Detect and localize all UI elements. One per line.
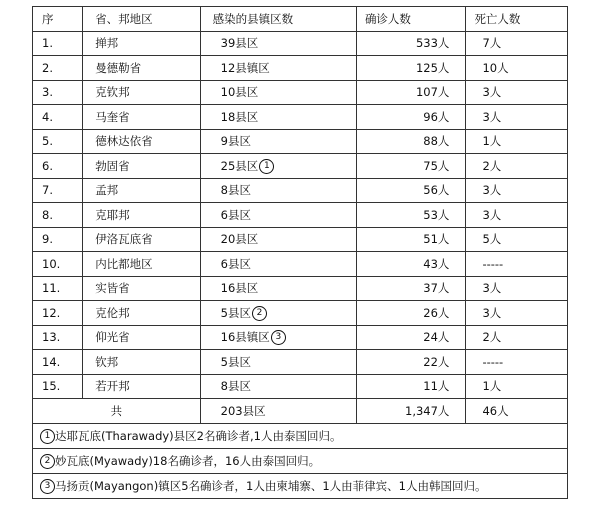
death-count: 2人 <box>482 158 502 173</box>
region-name: 德林达依省 <box>95 134 153 149</box>
footnote-row <box>33 473 568 498</box>
confirmed-count: 24人 <box>423 330 450 345</box>
row-number: 3. <box>42 85 53 100</box>
table-row <box>33 374 568 399</box>
death-count: ----- <box>482 256 504 271</box>
district-count: 18县区 <box>220 109 259 124</box>
district-count: 10县区 <box>220 85 259 100</box>
row-number: 6. <box>42 158 53 173</box>
district-count: 9县区 <box>220 134 251 149</box>
death-count: ----- <box>482 354 504 369</box>
footnote-marker: 2 <box>40 454 55 469</box>
row-number: 1. <box>42 36 53 51</box>
row-number: 5. <box>42 134 53 149</box>
death-count: 3人 <box>482 281 502 296</box>
header-deaths: 死亡人数 <box>466 7 568 32</box>
region-name: 仰光省 <box>95 330 130 345</box>
death-count: 3人 <box>482 207 502 222</box>
row-number: 15. <box>42 379 61 394</box>
table-row <box>33 129 568 154</box>
district-count: 5县区 <box>220 305 251 320</box>
region-name: 勃固省 <box>95 158 130 173</box>
table-row <box>33 178 568 203</box>
confirmed-count: 75人 <box>423 158 450 173</box>
district-count: 16县镇区 <box>220 330 270 345</box>
confirmed-count: 43人 <box>423 256 450 271</box>
region-name: 克伦邦 <box>95 305 130 320</box>
header-region: 省、邦地区 <box>83 7 200 32</box>
table-row <box>33 203 568 228</box>
confirmed-count: 88人 <box>423 134 450 149</box>
district-count: 6县区 <box>220 207 251 222</box>
footnote-text: 妙瓦底(Myawady)18名确诊者，16人由泰国回归。 <box>55 453 321 468</box>
region-name: 掸邦 <box>95 36 119 51</box>
region-name: 实皆省 <box>95 281 130 296</box>
footnote-marker: 3 <box>271 330 286 345</box>
confirmed-count: 107人 <box>415 85 450 100</box>
death-count: 10人 <box>482 60 509 75</box>
district-count: 8县区 <box>220 183 251 198</box>
region-name: 曼德勒省 <box>95 60 142 75</box>
confirmed-count: 11人 <box>423 379 450 394</box>
death-count: 3人 <box>482 109 502 124</box>
region-name: 内比都地区 <box>95 256 153 271</box>
table-row <box>33 31 568 56</box>
death-count: 1人 <box>482 379 502 394</box>
row-number: 13. <box>42 330 61 345</box>
confirmed-count: 26人 <box>423 305 450 320</box>
total-label: 共 <box>33 399 201 424</box>
region-name: 克钦邦 <box>95 85 130 100</box>
header-number: 序 <box>33 7 83 32</box>
death-count: 2人 <box>482 330 502 345</box>
district-count: 12县镇区 <box>220 60 270 75</box>
district-count: 6县区 <box>220 256 251 271</box>
table-row <box>33 105 568 130</box>
footnote-row <box>33 423 568 448</box>
row-number: 7. <box>42 183 53 198</box>
row-number: 10. <box>42 256 61 271</box>
footnote-text: 达耶瓦底(Tharawady)县区2名确诊者,1人由泰国回归。 <box>55 428 342 443</box>
table-row <box>33 252 568 277</box>
table-body <box>33 31 568 399</box>
row-number: 2. <box>42 60 53 75</box>
district-count: 39县区 <box>220 36 259 51</box>
footnote-marker: 1 <box>259 159 274 174</box>
district-count: 5县区 <box>220 354 251 369</box>
confirmed-count: 22人 <box>423 354 450 369</box>
region-name: 伊洛瓦底省 <box>95 232 153 247</box>
row-number: 12. <box>42 305 61 320</box>
confirmed-count: 51人 <box>423 232 450 247</box>
district-count: 8县区 <box>220 379 251 394</box>
row-number: 4. <box>42 109 53 124</box>
district-count: 20县区 <box>220 232 259 247</box>
table-row <box>33 80 568 105</box>
footnote-row <box>33 448 568 473</box>
death-count: 3人 <box>482 85 502 100</box>
table-row <box>33 227 568 252</box>
total-districts: 203县区 <box>200 399 356 424</box>
table-row <box>33 350 568 375</box>
death-count: 1人 <box>482 134 502 149</box>
row-number: 9. <box>42 232 53 247</box>
total-deaths: 46人 <box>466 399 568 424</box>
row-number: 14. <box>42 354 61 369</box>
death-count: 3人 <box>482 183 502 198</box>
table-row <box>33 325 568 350</box>
district-count: 25县区 <box>220 158 259 173</box>
header-confirmed: 确诊人数 <box>356 7 466 32</box>
covid-cases-table <box>32 6 568 499</box>
confirmed-count: 53人 <box>423 207 450 222</box>
footnote-text: 马扬贡(Mayangon)镇区5名确诊者，1人由柬埔寨、1人由菲律宾、1人由韩国回归。 <box>55 478 487 493</box>
total-confirmed: 1,347人 <box>356 399 466 424</box>
confirmed-count: 125人 <box>415 60 450 75</box>
death-count: 3人 <box>482 305 502 320</box>
table-row <box>33 56 568 81</box>
death-count: 5人 <box>482 232 502 247</box>
footnote-marker: 2 <box>252 306 267 321</box>
region-name: 孟邦 <box>95 183 119 198</box>
header-districts: 感染的县镇区数 <box>200 7 356 32</box>
table-footer <box>33 399 568 499</box>
table-row <box>33 276 568 301</box>
district-count: 16县区 <box>220 281 259 296</box>
confirmed-count: 533人 <box>415 36 450 51</box>
footnote-marker: 1 <box>40 429 55 444</box>
table-header-row <box>33 7 568 32</box>
region-name: 马奎省 <box>95 109 130 124</box>
table-row <box>33 301 568 326</box>
confirmed-count: 37人 <box>423 281 450 296</box>
row-number: 11. <box>42 281 61 296</box>
footnote-marker: 3 <box>40 479 55 494</box>
region-name: 若开邦 <box>95 379 130 394</box>
death-count: 7人 <box>482 36 502 51</box>
table-row <box>33 154 568 179</box>
row-number: 8. <box>42 207 53 222</box>
confirmed-count: 96人 <box>423 109 450 124</box>
region-name: 钦邦 <box>95 354 119 369</box>
confirmed-count: 56人 <box>423 183 450 198</box>
total-row <box>33 399 568 424</box>
region-name: 克耶邦 <box>95 207 130 222</box>
